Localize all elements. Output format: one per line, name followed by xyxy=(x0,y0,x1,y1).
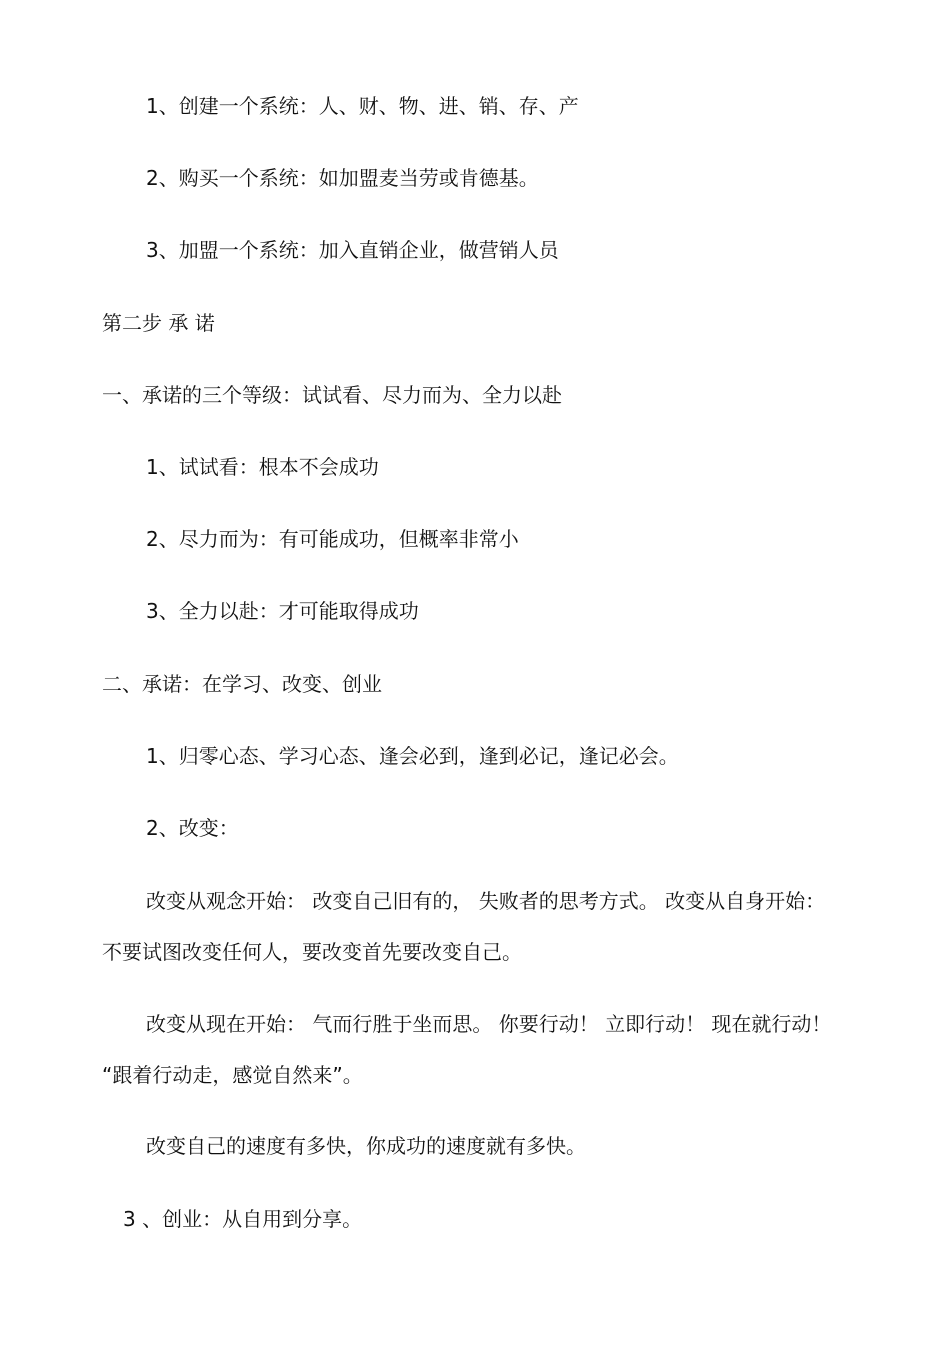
change-paragraph-2-line-1: 改变从现在开始： 气而行胜于坐而思。 你要行动！ 立即行动！ 现在就行动！ xyxy=(146,1012,832,1036)
commitment-levels-heading: 一、承诺的三个等级：试试看、尽力而为、全力以赴 xyxy=(102,383,562,407)
learning-mindset-item: 1、归零心态、学习心态、逢会必到，逢到必记，逢记必会。 xyxy=(146,744,679,768)
section-heading-step-two: 第二步 承 诺 xyxy=(102,311,215,335)
change-paragraph-1-line-1: 改变从观念开始： 改变自己旧有的， 失败者的思考方式。 改变从自身开始： xyxy=(146,889,826,913)
system-item-create: 1、创建一个系统：人、财、物、进、销、存、产 xyxy=(146,94,579,118)
change-paragraph-1-line-2: 不要试图改变任何人，要改变首先要改变自己。 xyxy=(102,940,522,964)
system-item-join: 3、加盟一个系统：加入直销企业，做营销人员 xyxy=(146,238,559,262)
change-speed-paragraph: 改变自己的速度有多快，你成功的速度就有多快。 xyxy=(146,1134,586,1158)
commitment-level-best-effort: 2、尽力而为：有可能成功，但概率非常小 xyxy=(146,527,519,551)
change-paragraph-2-line-2: “跟着行动走，感觉自然来”。 xyxy=(102,1063,363,1087)
system-item-buy: 2、购买一个系统：如加盟麦当劳或肯德基。 xyxy=(146,166,539,190)
commitment-level-all-out: 3、全力以赴：才可能取得成功 xyxy=(146,599,419,623)
entrepreneurship-item: 3 、创业：从自用到分享。 xyxy=(123,1207,363,1231)
change-item-heading: 2、改变： xyxy=(146,816,239,840)
commitment-areas-heading: 二、承诺：在学习、改变、创业 xyxy=(102,672,382,696)
commitment-level-try: 1、试试看：根本不会成功 xyxy=(146,455,379,479)
